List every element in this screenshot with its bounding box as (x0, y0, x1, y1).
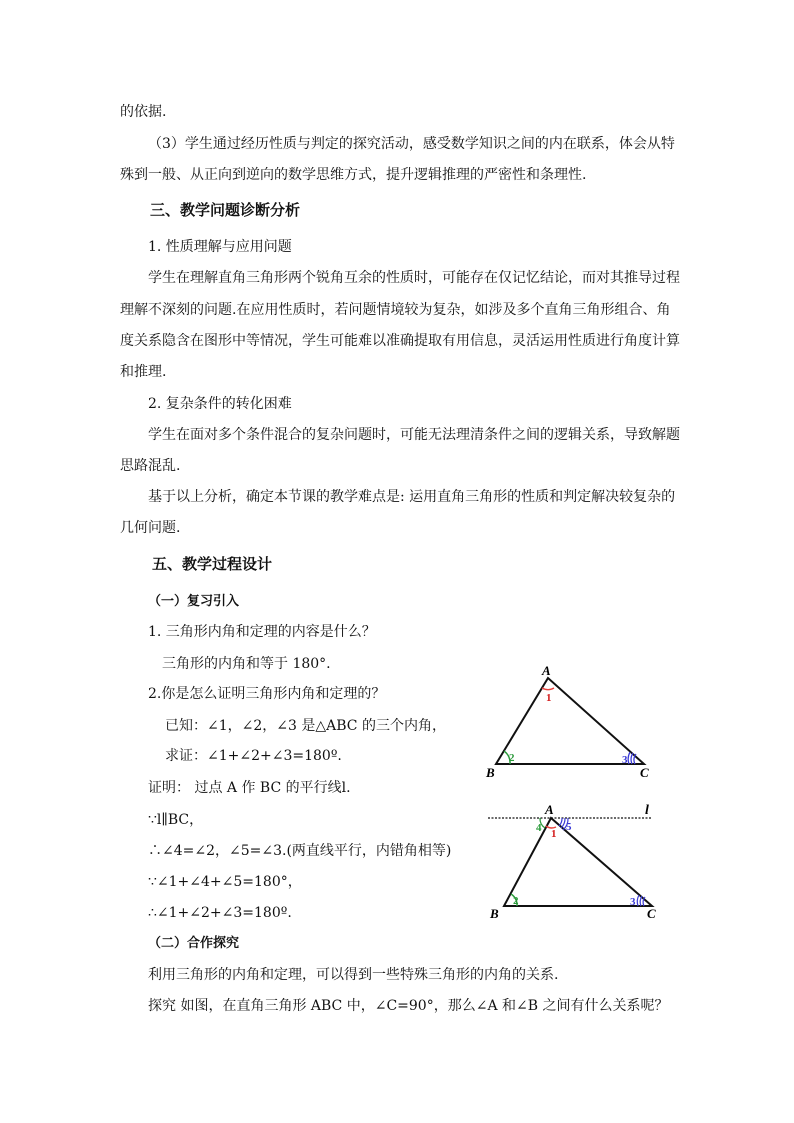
proof-line: ∴∠4=∠2，∠5=∠3.(两直线平行，内错角相等) (148, 843, 452, 859)
question-line: 2.你是怎么证明三角形内角和定理的？ (148, 686, 386, 702)
angle-arc (542, 688, 554, 690)
text-line: 理解不深刻的问题.在应用性质时，若问题情境较为复杂，如涉及多个直角三角形组合、角 (120, 302, 671, 318)
triangle-figure-2 (480, 800, 680, 925)
vertex-label: B (486, 765, 495, 780)
subheading: （二）合作探究 (148, 936, 240, 951)
text-line: 思路混乱. (120, 458, 181, 474)
proof-line: ∴∠1+∠2+∠3=180º. (148, 905, 292, 921)
text-line: 几何问题. (120, 520, 181, 536)
text-line: 学生在理解直角三角形两个锐角互余的性质时，可能存在仅记忆结论，而对其推导过程 (148, 270, 680, 286)
angle-label: 1 (551, 828, 557, 840)
text-line: 和推理. (120, 364, 167, 380)
angle-label: 5 (566, 821, 572, 833)
angle-label: 3 (622, 754, 628, 766)
vertex-label: A (545, 802, 554, 817)
answer-line: 三角形的内角和等于 180°. (162, 656, 331, 672)
text-line: 学生在面对多个条件混合的复杂问题时，可能无法理清条件之间的逻辑关系，导致解题 (148, 427, 680, 443)
text-line: 度关系隐含在图形中等情况，学生可能难以准确提取有用信息，灵活运用性质进行角度计算 (120, 333, 680, 349)
vertex-label: C (640, 765, 649, 780)
section-heading: 五、教学过程设计 (152, 555, 273, 573)
text-line: 基于以上分析，确定本节课的教学难点是: 运用直角三角形的性质和判定解决较复杂的 (148, 489, 676, 505)
section-heading: 三、教学问题诊断分析 (150, 201, 301, 219)
subheading: 2. 复杂条件的转化困难 (148, 396, 292, 412)
vertex-label: B (490, 906, 499, 921)
angle-label: 3 (630, 896, 636, 908)
text-line: 探究 如图，在直角三角形 ABC 中，∠C=90°，那么∠A 和∠B 之间有什么关系呢？ (148, 998, 669, 1014)
vertex-label: C (647, 906, 656, 921)
prove-line: 求证：∠1+∠2+∠3=180º. (165, 748, 342, 764)
text-line: （3）学生通过经历性质与判定的探究活动，感受数学知识之间的内在联系，体会从特 (148, 136, 675, 152)
angle-label: 2 (509, 752, 515, 764)
subheading: 1. 性质理解与应用问题 (148, 239, 292, 255)
angle-label: 4 (536, 822, 542, 834)
proof-line: ∵∠1+∠4+∠5=180°， (148, 874, 302, 890)
triangle-figure-1 (470, 660, 670, 785)
line-label: l (645, 803, 649, 818)
proof-line: 证明： 过点 A 作 BC 的平行线l. (148, 780, 351, 796)
subheading: （一）复习引入 (148, 594, 240, 609)
question-line: 1. 三角形内角和定理的内容是什么？ (148, 624, 376, 640)
given-line: 已知：∠1，∠2，∠3 是△ABC 的三个内角， (165, 718, 446, 734)
angle-label: 1 (546, 692, 552, 704)
text-line: 殊到一般、从正向到逆向的数学思维方式，提升逻辑推理的严密性和条理性. (120, 167, 587, 183)
text-line: 利用三角形的内角和定理，可以得到一些特殊三角形的内角的关系. (148, 967, 559, 983)
proof-line: ∵l∥BC， (148, 812, 204, 828)
angle-label: 2 (513, 895, 519, 907)
text-line: 的依据. (120, 104, 167, 120)
vertex-label: A (542, 663, 551, 678)
